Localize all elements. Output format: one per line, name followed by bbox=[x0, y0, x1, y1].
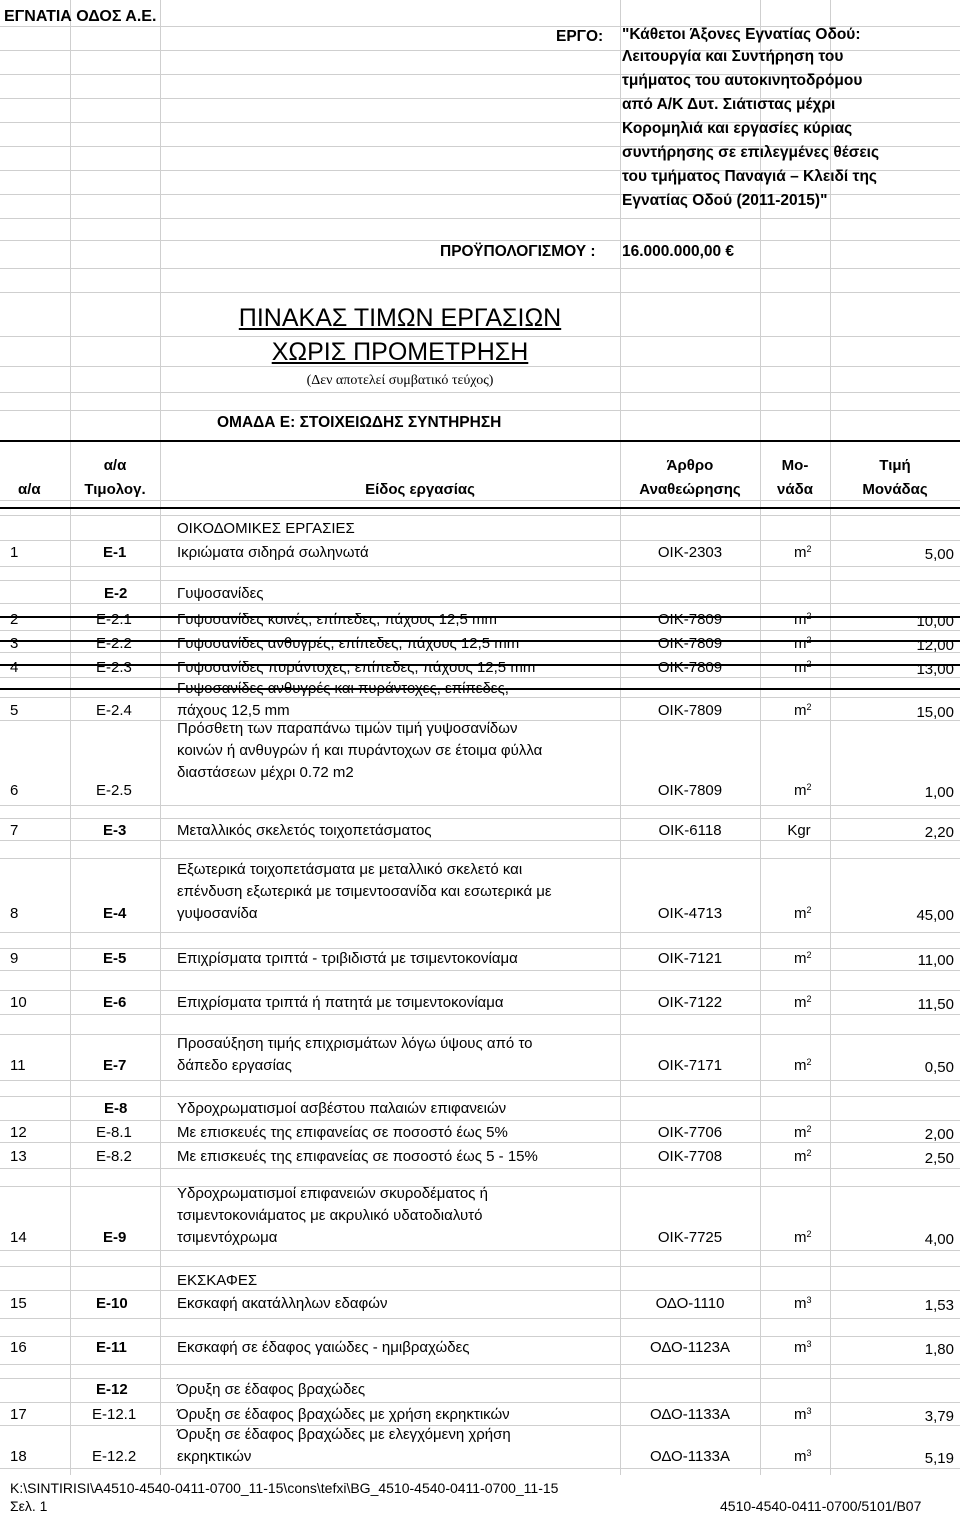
grid-row-line bbox=[0, 1142, 960, 1143]
unit: $m^2$ bbox=[794, 611, 812, 628]
row-separator bbox=[0, 507, 960, 509]
grid-row-line bbox=[0, 1468, 960, 1469]
item-code: Ε-2.5 bbox=[96, 782, 132, 799]
item-description: τσιμεντόχρωμα bbox=[177, 1229, 278, 1246]
item-description: Όρυξη σε έδαφος βραχώδες με ελεγχόμενη χρήση bbox=[177, 1426, 511, 1443]
item-code: Ε-7 bbox=[103, 1057, 127, 1074]
unit-price: 10,00 bbox=[916, 613, 954, 630]
row-number: 11 bbox=[10, 1057, 26, 1074]
row-number: 6 bbox=[10, 782, 19, 799]
unit-price: 13,00 bbox=[916, 661, 954, 678]
unit-exponent: 3 bbox=[806, 1448, 812, 1458]
unit-exponent: 2 bbox=[806, 782, 812, 792]
unit-price: 45,00 bbox=[916, 907, 954, 924]
item-code: Ε-12.1 bbox=[92, 1406, 137, 1423]
item-code: Ε-11 bbox=[96, 1339, 127, 1356]
unit-exponent: 2 bbox=[806, 611, 812, 621]
row-number: 14 bbox=[10, 1229, 27, 1246]
grid-column-line bbox=[830, 0, 831, 1475]
unit: $m^2$ bbox=[794, 782, 812, 799]
item-description: γυψοσανίδα bbox=[177, 905, 258, 922]
budget-value: 16.000.000,00 € bbox=[622, 243, 735, 260]
item-description: εκρηκτικών bbox=[177, 1448, 252, 1465]
unit-exponent: 3 bbox=[806, 1406, 812, 1416]
unit-exponent: 2 bbox=[806, 950, 812, 960]
unit-price: 15,00 bbox=[916, 704, 954, 721]
revision-article: ΟΙΚ-7809 bbox=[657, 782, 723, 799]
grid-row-line bbox=[0, 932, 960, 933]
row-number: 16 bbox=[10, 1339, 27, 1356]
item-description: Εξωτερικά τοιχοπετάσματα με μεταλλικό σκελετό και bbox=[177, 861, 523, 878]
item-description: Με επισκευές της επιφανείας σε ποσοστό έως 5 - 15% bbox=[177, 1148, 538, 1165]
grid-row-line bbox=[0, 268, 960, 269]
item-description: Υδροχρωματισμοί επιφανειών σκυροδέματος ή bbox=[177, 1185, 488, 1202]
grid-column-line bbox=[760, 0, 761, 1475]
unit-price: 2,00 bbox=[924, 1126, 954, 1143]
grid-row-line bbox=[0, 1266, 960, 1267]
project-label: ΕΡΓΟ: bbox=[556, 28, 604, 45]
unit-exponent: 2 bbox=[806, 1124, 812, 1134]
item-description: πάχους 12,5 mm bbox=[177, 702, 290, 719]
unit-price: 2,20 bbox=[924, 824, 954, 841]
revision-article: ΟΔΟ-1133Α bbox=[650, 1406, 730, 1423]
grid-row-line bbox=[0, 970, 960, 971]
row-separator bbox=[0, 440, 960, 442]
grid-row-line bbox=[0, 410, 960, 411]
table-subtitle: ΧΩΡΙΣ ΠΡΟΜΕΤΡΗΣΗ bbox=[271, 338, 529, 366]
grid-row-line bbox=[0, 840, 960, 841]
grid-row-line bbox=[0, 566, 960, 567]
grid-row-line bbox=[0, 1290, 960, 1291]
unit: $m^2$ bbox=[794, 659, 812, 676]
revision-article: ΟΔΟ-1133Α bbox=[650, 1448, 730, 1465]
grid-row-line bbox=[0, 1336, 960, 1337]
unit: $m^2$ bbox=[794, 994, 812, 1011]
unit: $m^2$ bbox=[794, 905, 812, 922]
unit-exponent: 2 bbox=[806, 905, 812, 915]
row-number: 2 bbox=[10, 611, 19, 628]
grid-row-line bbox=[0, 540, 960, 541]
item-description: Με επισκευές της επιφανείας σε ποσοστό έως 5% bbox=[177, 1124, 508, 1141]
grid-row-line bbox=[0, 292, 960, 293]
group-heading: ΟΜΑΔΑ Ε: ΣΤΟΙΧΕΙΩΔΗΣ ΣΥΝΤΗΡΗΣΗ bbox=[217, 414, 502, 431]
grid-row-line bbox=[0, 1364, 960, 1365]
revision-article: ΟΙΚ-4713 bbox=[657, 905, 723, 922]
grid-row-line bbox=[0, 1378, 960, 1379]
grid-row-line bbox=[0, 990, 960, 991]
item-code: Ε-2.1 bbox=[96, 611, 132, 628]
revision-article: ΟΙΚ-2303 bbox=[657, 544, 723, 561]
unit-exponent: 2 bbox=[806, 1148, 812, 1158]
item-description: κοινών ή ανθυγρών ή και πυράντοχων σε έτοιμα φύλλα bbox=[177, 742, 543, 759]
revision-article: ΟΙΚ-6118 bbox=[658, 822, 722, 839]
item-description: Επιχρίσματα τριπτά - τριβιδιστά με τσιμεντοκονίαμα bbox=[177, 950, 518, 967]
unit-exponent: 3 bbox=[806, 1339, 812, 1349]
grid-row-line bbox=[0, 630, 960, 631]
non-contractual-note: (Δεν αποτελεί συμβατικό τεύχος) bbox=[306, 373, 494, 388]
row-number: 12 bbox=[10, 1124, 27, 1141]
row-number: 3 bbox=[10, 635, 19, 652]
unit-price: 1,00 bbox=[924, 784, 954, 801]
unit: $m^2$ bbox=[794, 1057, 812, 1074]
grid-row-line bbox=[0, 818, 960, 819]
revision-article: ΟΙΚ-7122 bbox=[657, 994, 723, 1011]
grid-row-line bbox=[0, 1402, 960, 1403]
unit: $m^2$ bbox=[794, 544, 812, 561]
grid-column-line bbox=[620, 0, 621, 1475]
unit-price: 11,50 bbox=[917, 996, 954, 1013]
item-description: Εκσκαφή σε έδαφος γαιώδες - ημιβραχώδες bbox=[177, 1339, 470, 1356]
unit-price: 12,00 bbox=[916, 637, 954, 654]
grid-row-line bbox=[0, 1318, 960, 1319]
unit: $m^2$ bbox=[794, 702, 812, 719]
unit-price: 3,79 bbox=[924, 1408, 954, 1425]
grid-row-line bbox=[0, 392, 960, 393]
row-number: 18 bbox=[10, 1448, 27, 1465]
unit: $m^2$ bbox=[794, 1148, 812, 1165]
subgroup-code: Ε-12 bbox=[96, 1381, 128, 1398]
unit-exponent: 2 bbox=[806, 544, 812, 554]
item-code: Ε-9 bbox=[103, 1229, 127, 1246]
file-path: K:\SINTIRISI\A4510-4540-0411-0700_11-15\cons\tefxi\BG_4510-4540-0411-0700_11-15 bbox=[10, 1480, 559, 1496]
item-code: Ε-2.4 bbox=[96, 702, 132, 719]
unit-price: 1,53 bbox=[924, 1297, 954, 1314]
revision-article: ΟΙΚ-7809 bbox=[657, 611, 723, 628]
item-code: Ε-8.1 bbox=[96, 1124, 132, 1141]
unit-exponent: 2 bbox=[806, 659, 812, 669]
grid-row-line bbox=[0, 500, 960, 501]
unit: $m^3$ bbox=[794, 1295, 812, 1312]
unit-price: 5,19 bbox=[924, 1450, 954, 1467]
item-description: επένδυση εξωτερικά με τσιμεντοσανίδα και εσωτερικά με bbox=[177, 883, 552, 900]
subgroup-title: Γυψοσανίδες bbox=[177, 585, 264, 602]
unit-exponent: 3 bbox=[806, 1295, 812, 1305]
unit-exponent: 2 bbox=[806, 1229, 812, 1239]
item-description: Επιχρίσματα τριπτά ή πατητά με τσιμεντοκονίαμα bbox=[177, 994, 504, 1011]
item-description: Ικριώματα σιδηρά σωληνωτά bbox=[177, 544, 369, 561]
revision-article: ΟΔΟ-1123Α bbox=[650, 1339, 730, 1356]
table-title: ΠΙΝΑΚΑΣ ΤΙΜΩΝ ΕΡΓΑΣΙΩΝ bbox=[238, 304, 562, 332]
item-description: Μεταλλικός σκελετός τοιχοπετάσματος bbox=[177, 822, 432, 839]
unit-price: 4,00 bbox=[924, 1231, 954, 1248]
grid-row-line bbox=[0, 1096, 960, 1097]
document-code: 4510-4540-0411-0700/5101/B07 bbox=[720, 1498, 922, 1514]
item-code: Ε-6 bbox=[103, 994, 127, 1011]
row-number: 10 bbox=[10, 994, 27, 1011]
page-number: Σελ. 1 bbox=[10, 1498, 48, 1514]
unit-price: 0,50 bbox=[924, 1059, 954, 1076]
grid-row-line bbox=[0, 948, 960, 949]
revision-article: ΟΔΟ-1110 bbox=[655, 1295, 725, 1312]
unit-exponent: 2 bbox=[806, 994, 812, 1004]
row-number: 17 bbox=[10, 1406, 27, 1423]
grid-row-line bbox=[0, 805, 960, 806]
item-code: Ε-2.3 bbox=[96, 659, 132, 676]
revision-article: ΟΙΚ-7725 bbox=[657, 1229, 723, 1246]
item-description: Γυψοσανίδες κοινές, επίπεδες, πάχους 12,5 mm bbox=[177, 611, 498, 628]
section-heading: ΕΚΣΚΑΦΕΣ bbox=[177, 1272, 258, 1289]
unit-price: 11,00 bbox=[917, 952, 954, 969]
grid-row-line bbox=[0, 1168, 960, 1169]
item-description: Γυψοσανίδες ανθυγρές και πυράντοχες, επίπεδες, bbox=[177, 680, 509, 697]
item-description: Γυψοσανίδες ανθυγρές, επίπεδες, πάχους 12,5 mm bbox=[177, 635, 520, 652]
item-code: Ε-2.2 bbox=[96, 635, 132, 652]
company-name: ΕΓΝΑΤΙΑ ΟΔΟΣ Α.Ε. bbox=[4, 8, 157, 25]
unit: Kgr bbox=[787, 822, 811, 839]
unit: $m^2$ bbox=[794, 1229, 812, 1246]
unit-exponent: 2 bbox=[806, 702, 812, 712]
revision-article: ΟΙΚ-7708 bbox=[657, 1148, 723, 1165]
grid-row-line bbox=[0, 1014, 960, 1015]
item-code: Ε-10 bbox=[96, 1295, 128, 1312]
grid-row-line bbox=[0, 580, 960, 581]
row-number: 13 bbox=[10, 1148, 27, 1165]
unit: $m^2$ bbox=[794, 1124, 812, 1141]
subgroup-code: Ε-2 bbox=[104, 585, 128, 602]
grid-row-line bbox=[0, 1120, 960, 1121]
grid-row-line bbox=[0, 1250, 960, 1251]
section-heading: ΟΙΚΟΔΟΜΙΚΕΣ ΕΡΓΑΣΙΕΣ bbox=[177, 520, 355, 537]
unit-price: 1,80 bbox=[924, 1341, 954, 1358]
row-number: 15 bbox=[10, 1295, 27, 1312]
revision-article: ΟΙΚ-7171 bbox=[657, 1057, 723, 1074]
budget-label: ΠΡΟΫΠΟΛΟΓΙΣΜΟΥ : bbox=[440, 243, 596, 260]
unit-exponent: 2 bbox=[806, 1057, 812, 1067]
revision-article: ΟΙΚ-7809 bbox=[657, 702, 723, 719]
revision-article: ΟΙΚ-7809 bbox=[657, 635, 723, 652]
item-code: Ε-5 bbox=[103, 950, 127, 967]
unit: $m^3$ bbox=[794, 1448, 812, 1465]
grid-row-line bbox=[0, 240, 960, 241]
subgroup-code: Ε-8 bbox=[104, 1100, 128, 1117]
row-number: 4 bbox=[10, 659, 19, 676]
grid-row-line bbox=[0, 677, 960, 678]
row-number: 8 bbox=[10, 905, 19, 922]
revision-article: ΟΙΚ-7809 bbox=[657, 659, 723, 676]
item-description: δάπεδο εργασίας bbox=[177, 1057, 292, 1074]
subgroup-title: Όρυξη σε έδαφος βραχώδες bbox=[177, 1381, 366, 1398]
item-description: Γυψοσανίδες πυράντοχες, επίπεδες, πάχους 12,5 mm bbox=[177, 659, 536, 676]
unit-exponent: 2 bbox=[806, 635, 812, 645]
subgroup-title: Υδροχρωματισμοί ασβέστου παλαιών επιφανειών bbox=[177, 1100, 507, 1117]
grid-row-line bbox=[0, 218, 960, 219]
unit: $m^3$ bbox=[794, 1406, 812, 1423]
grid-row-line bbox=[0, 603, 960, 604]
item-code: Ε-3 bbox=[103, 822, 127, 839]
item-description: τσιμεντοκονιάματος με ακρυλικό υδατοδιαλυτό bbox=[177, 1207, 483, 1224]
unit: $m^3$ bbox=[794, 1339, 812, 1356]
row-number: 5 bbox=[10, 702, 19, 719]
item-code: Ε-12.2 bbox=[92, 1448, 137, 1465]
revision-article: ΟΙΚ-7121 bbox=[657, 950, 723, 967]
item-description: Προσαύξηση τιμής επιχρισμάτων λόγω ύψους από το bbox=[177, 1035, 533, 1052]
item-description: Πρόσθετη των παραπάνω τιμών τιμή γυψοσανίδων bbox=[177, 720, 518, 737]
row-number: 7 bbox=[10, 822, 19, 839]
unit-price: 2,50 bbox=[924, 1150, 954, 1167]
item-description: Όρυξη σε έδαφος βραχώδες με χρήση εκρηκτικών bbox=[177, 1406, 510, 1423]
grid-row-line bbox=[0, 515, 960, 516]
grid-row-line bbox=[0, 1080, 960, 1081]
item-code: Ε-1 bbox=[103, 544, 127, 561]
item-description: Εκσκαφή ακατάλληλων εδαφών bbox=[177, 1295, 388, 1312]
item-code: Ε-8.2 bbox=[96, 1148, 132, 1165]
grid-row-line bbox=[0, 858, 960, 859]
item-code: Ε-4 bbox=[103, 905, 127, 922]
unit: $m^2$ bbox=[794, 635, 812, 652]
unit-price: 5,00 bbox=[924, 546, 954, 563]
revision-article: ΟΙΚ-7706 bbox=[657, 1124, 723, 1141]
row-number: 1 bbox=[10, 544, 19, 561]
grid-column-line bbox=[160, 0, 161, 1475]
item-description: διαστάσεων μέχρι 0.72 m2 bbox=[177, 764, 354, 781]
unit: $m^2$ bbox=[794, 950, 812, 967]
grid-column-line bbox=[70, 0, 71, 1475]
row-number: 9 bbox=[10, 950, 19, 967]
